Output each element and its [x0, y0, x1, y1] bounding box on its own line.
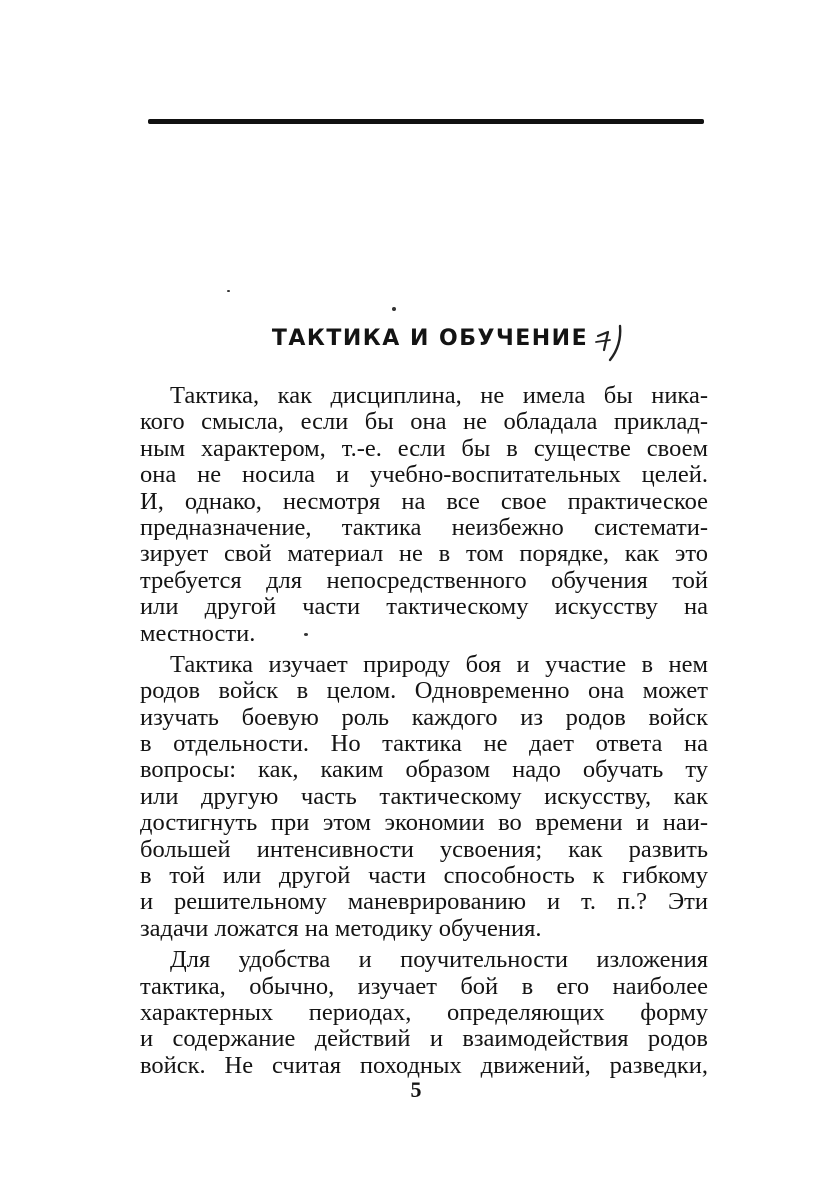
text-line: ным характером, т.-е. если бы в существе своем — [140, 434, 708, 462]
text-line: зирует свой материал не в том порядке, как это — [140, 540, 708, 568]
text-line: или другую часть тактическому искусству, как — [140, 782, 708, 810]
text-line: И, однако, несмотря на все свое практическое — [140, 487, 708, 515]
text-line: в отдельности. Но тактика не дает ответа на — [140, 730, 708, 758]
text-line: и решительному маневрированию и т. п.? Эти — [140, 888, 708, 916]
paragraph-2 — [140, 652, 708, 942]
text-line: характерных периодах, определяющих форму — [140, 998, 708, 1026]
text-line: кого смысла, если бы она не обладала приклад- — [140, 408, 708, 436]
page-number: 5 — [410, 1077, 422, 1102]
text-line: предназначение, тактика неизбежно системати- — [140, 513, 708, 541]
top-rule — [148, 119, 704, 124]
text-line: и содержание действий и взаимодействия родов — [140, 1025, 708, 1053]
paragraph-1 — [140, 383, 708, 647]
text-line: в той или другой части способность к гибкому — [140, 862, 708, 890]
text-line: местности. — [140, 619, 256, 647]
text-line: она не носила и учебно-воспитательных целей. — [140, 461, 708, 489]
text-line: Тактика, как дисциплина, не имела бы ника- — [170, 382, 708, 409]
text-line: тактика, обычно, изучает бой в его наиболее — [140, 972, 708, 1000]
paragraph-3 — [140, 947, 708, 1079]
text-line: задачи ложатся на методику обучения. — [140, 914, 542, 942]
text-line: или другой части тактическому искусству на — [140, 593, 708, 621]
speck — [392, 307, 396, 311]
text-line: вопросы: как, каким образом надо обучать ту — [140, 756, 708, 784]
chapter-title: ТАКТИКА И ОБУЧЕНИЕ — [271, 326, 589, 351]
text-line: Для удобства и поучительности изложения — [170, 946, 708, 974]
text-line: Тактика изучает природу боя и участие в нем — [170, 650, 708, 678]
text-line: родов войск в целом. Одновременно она может — [140, 677, 708, 705]
text-line: большей интенсивности усвоения; как развить — [140, 835, 708, 863]
speck — [227, 290, 230, 292]
chapter-heading — [0, 326, 840, 351]
text-line: достигнуть при этом экономии во времени и наи- — [140, 809, 708, 837]
body-text — [140, 383, 708, 1084]
text-line: изучать боевую роль каждого из родов войск — [140, 703, 708, 731]
text-line: требуется для непосредственного обучения той — [140, 566, 708, 594]
text-line: войск. Не считая походных движений, разведки, — [140, 1051, 708, 1079]
handwritten-footnote-mark — [594, 322, 628, 362]
